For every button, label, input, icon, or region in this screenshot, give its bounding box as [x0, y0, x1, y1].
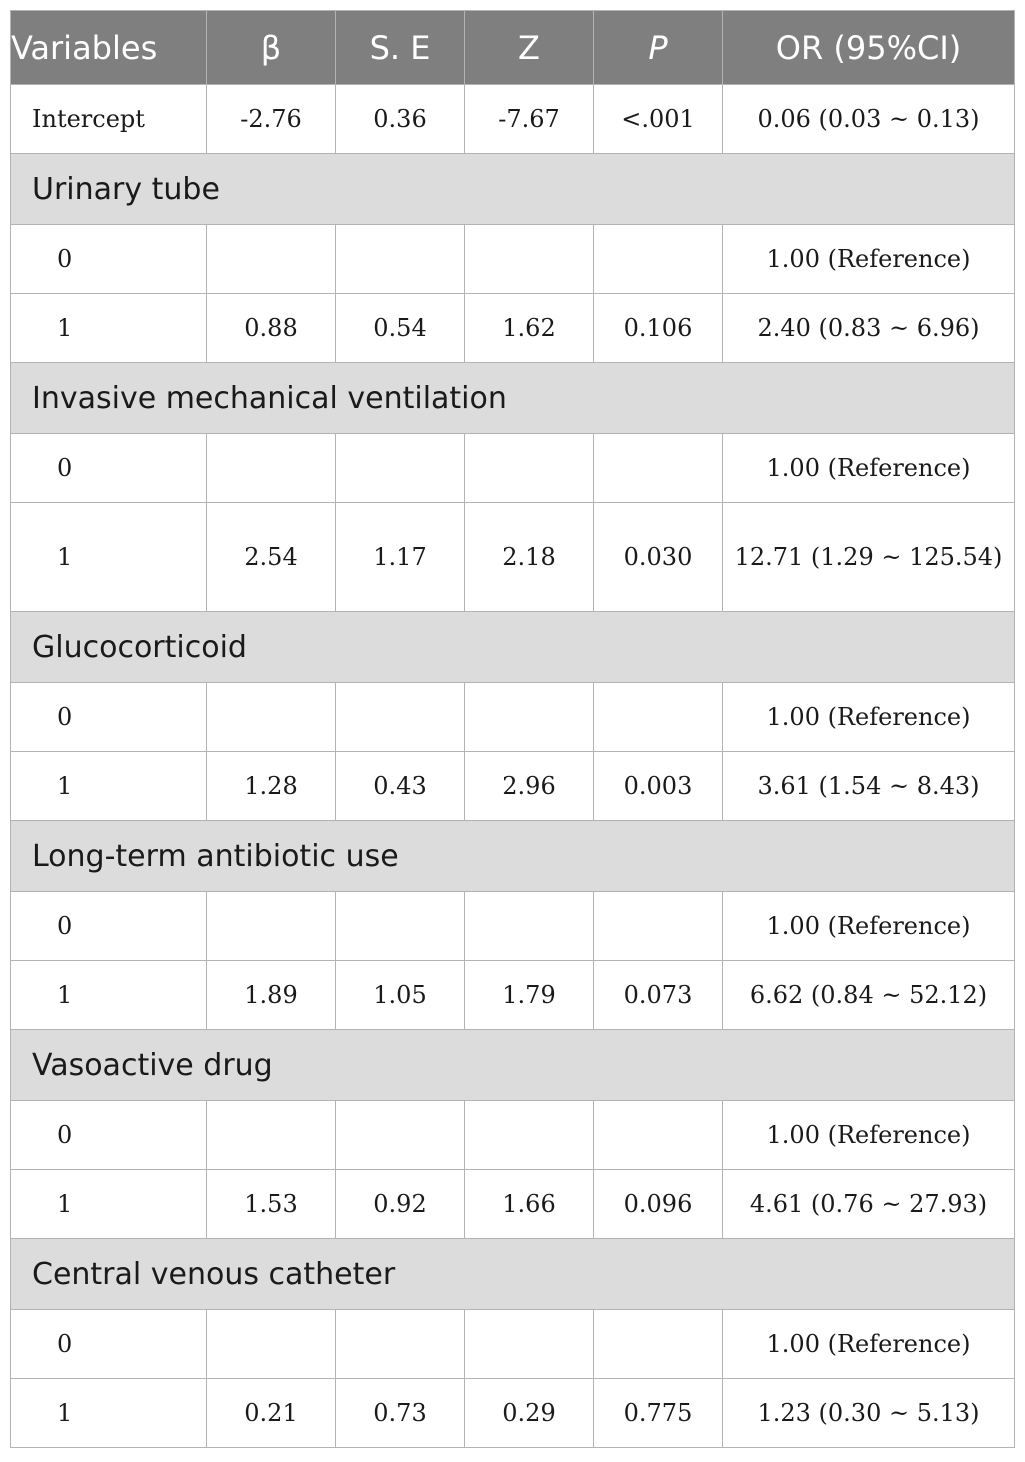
- table-row: [11, 1101, 1015, 1170]
- header-or: OR (95%CI): [723, 11, 1015, 85]
- z-cell: [465, 225, 594, 294]
- table-row: [11, 225, 1015, 294]
- or-cell: 1.00 (Reference): [723, 225, 1015, 294]
- se-cell: [336, 892, 465, 961]
- table-row: [11, 961, 1015, 1030]
- or-cell: 1.23 (0.30 ~ 5.13): [723, 1379, 1015, 1448]
- beta-cell: [207, 1101, 336, 1170]
- se-cell: [336, 1101, 465, 1170]
- table-row: [11, 434, 1015, 503]
- header-beta: β: [207, 11, 336, 85]
- se-cell: 0.54: [336, 294, 465, 363]
- table-header: [11, 11, 1015, 85]
- p-cell: [594, 1101, 723, 1170]
- or-cell: 1.00 (Reference): [723, 1310, 1015, 1379]
- group-row-long-term-antibiotic-use: [11, 821, 1015, 892]
- group-label: Invasive mechanical ventilation: [11, 363, 1015, 434]
- table-row: [11, 752, 1015, 821]
- beta-cell: [207, 225, 336, 294]
- or-cell: 12.71 (1.29 ~ 125.54): [723, 503, 1015, 612]
- p-cell: 0.106: [594, 294, 723, 363]
- beta-cell: 0.21: [207, 1379, 336, 1448]
- z-cell: [465, 1101, 594, 1170]
- or-cell: 2.40 (0.83 ~ 6.96): [723, 294, 1015, 363]
- beta-cell: [207, 892, 336, 961]
- se-cell: 1.17: [336, 503, 465, 612]
- table-body: [11, 85, 1015, 1448]
- or-cell: 1.00 (Reference): [723, 1101, 1015, 1170]
- intercept-se: 0.36: [336, 85, 465, 154]
- p-cell: [594, 434, 723, 503]
- header-se: S. E: [336, 11, 465, 85]
- group-label: Glucocorticoid: [11, 612, 1015, 683]
- level-cell: 0: [11, 1310, 207, 1379]
- group-row-central-venous-catheter: [11, 1239, 1015, 1310]
- se-cell: 0.73: [336, 1379, 465, 1448]
- table-row: [11, 892, 1015, 961]
- or-cell: 1.00 (Reference): [723, 892, 1015, 961]
- z-cell: 2.18: [465, 503, 594, 612]
- intercept-beta: -2.76: [207, 85, 336, 154]
- group-label: Long-term antibiotic use: [11, 821, 1015, 892]
- header-z: Z: [465, 11, 594, 85]
- z-cell: 0.29: [465, 1379, 594, 1448]
- z-cell: 2.96: [465, 752, 594, 821]
- p-cell: 0.775: [594, 1379, 723, 1448]
- table-row: [11, 1310, 1015, 1379]
- level-cell: 1: [11, 961, 207, 1030]
- intercept-p: <.001: [594, 85, 723, 154]
- table-row: [11, 1170, 1015, 1239]
- se-cell: 1.05: [336, 961, 465, 1030]
- z-cell: [465, 892, 594, 961]
- level-cell: 1: [11, 294, 207, 363]
- level-cell: 1: [11, 1379, 207, 1448]
- beta-cell: [207, 1310, 336, 1379]
- beta-cell: [207, 434, 336, 503]
- or-cell: 1.00 (Reference): [723, 434, 1015, 503]
- beta-cell: 1.53: [207, 1170, 336, 1239]
- level-cell: 0: [11, 683, 207, 752]
- p-cell: 0.096: [594, 1170, 723, 1239]
- se-cell: [336, 225, 465, 294]
- z-cell: [465, 434, 594, 503]
- beta-cell: 0.88: [207, 294, 336, 363]
- p-cell: 0.030: [594, 503, 723, 612]
- intercept-row: [11, 85, 1015, 154]
- beta-cell: 1.28: [207, 752, 336, 821]
- group-row-vasoactive-drug: [11, 1030, 1015, 1101]
- level-cell: 1: [11, 503, 207, 612]
- z-cell: 1.66: [465, 1170, 594, 1239]
- intercept-z: -7.67: [465, 85, 594, 154]
- p-cell: [594, 1310, 723, 1379]
- group-row-glucocorticoid: [11, 612, 1015, 683]
- group-label: Vasoactive drug: [11, 1030, 1015, 1101]
- level-cell: 1: [11, 752, 207, 821]
- table-row: [11, 503, 1015, 612]
- intercept-or: 0.06 (0.03 ~ 0.13): [723, 85, 1015, 154]
- p-cell: 0.073: [594, 961, 723, 1030]
- group-row-urinary-tube: [11, 154, 1015, 225]
- p-cell: [594, 892, 723, 961]
- beta-cell: 1.89: [207, 961, 336, 1030]
- or-cell: 6.62 (0.84 ~ 52.12): [723, 961, 1015, 1030]
- header-p: P: [594, 11, 723, 85]
- level-cell: 0: [11, 1101, 207, 1170]
- p-cell: 0.003: [594, 752, 723, 821]
- z-cell: [465, 683, 594, 752]
- se-cell: [336, 683, 465, 752]
- group-row-invasive-mechanical-ventilation: [11, 363, 1015, 434]
- se-cell: [336, 434, 465, 503]
- se-cell: 0.43: [336, 752, 465, 821]
- level-cell: 0: [11, 434, 207, 503]
- beta-cell: 2.54: [207, 503, 336, 612]
- intercept-label: Intercept: [11, 85, 207, 154]
- group-label: Central venous catheter: [11, 1239, 1015, 1310]
- or-cell: 4.61 (0.76 ~ 27.93): [723, 1170, 1015, 1239]
- table-row: [11, 1379, 1015, 1448]
- or-cell: 1.00 (Reference): [723, 683, 1015, 752]
- se-cell: [336, 1310, 465, 1379]
- header-variables: Variables: [11, 11, 207, 85]
- beta-cell: [207, 683, 336, 752]
- regression-table: [10, 10, 1015, 1448]
- se-cell: 0.92: [336, 1170, 465, 1239]
- level-cell: 1: [11, 1170, 207, 1239]
- table-row: [11, 683, 1015, 752]
- p-cell: [594, 225, 723, 294]
- level-cell: 0: [11, 892, 207, 961]
- p-cell: [594, 683, 723, 752]
- z-cell: 1.62: [465, 294, 594, 363]
- group-label: Urinary tube: [11, 154, 1015, 225]
- level-cell: 0: [11, 225, 207, 294]
- z-cell: [465, 1310, 594, 1379]
- table-row: [11, 294, 1015, 363]
- z-cell: 1.79: [465, 961, 594, 1030]
- or-cell: 3.61 (1.54 ~ 8.43): [723, 752, 1015, 821]
